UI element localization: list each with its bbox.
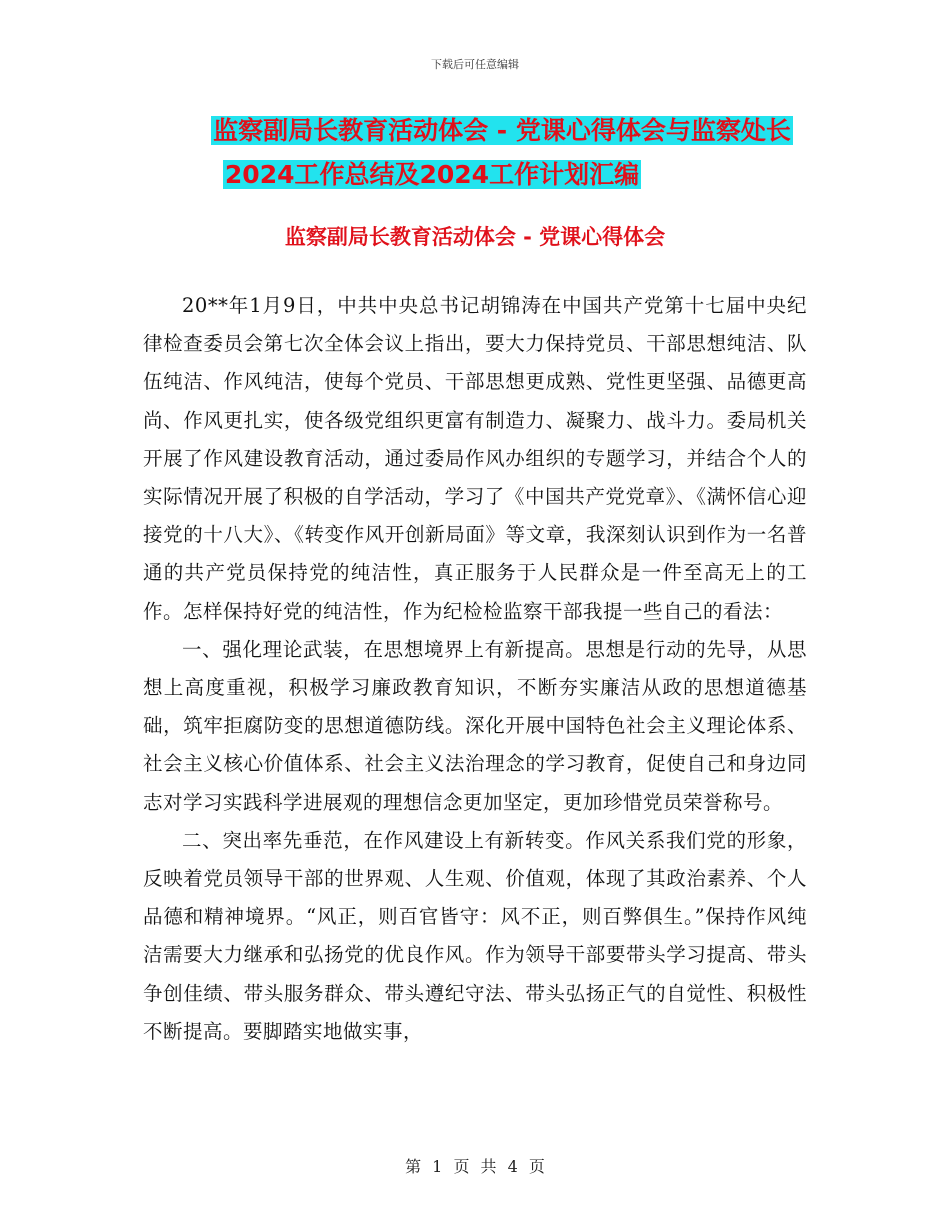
- page-number: 第 1 页 共 4 页: [405, 1157, 545, 1176]
- paragraph: 二、突出率先垂范，在作风建设上有新转变。作风关系我们党的形象，反映着党员领导干部的世界观、人生观、价值观，体现了其政治素养、个人品德和精神境界。“风正，则百官皆守：风不正，则百弊俱生。”保持作风纯洁需要大力继承和弘扬党的优良作风。作为领导干部要带头学习提高、带头争创佳绩、带头服务群众、带头遵纪守法、带头弘扬正气的自觉性、积极性不断提高。要脚踏实地做实事，: [143, 828, 807, 1043]
- title-highlight-2: 2024工作总结及2024工作计划汇编: [224, 160, 640, 189]
- paragraph: 一、强化理论武装，在思想境界上有新提高。思想是行动的先导，从思想上高度重视，积极学习廉政教育知识，不断夯实廉洁从政的思想道德基础，筑牢拒腐防变的思想道德防线。深化开展中国特色社会主义理论体系、社会主义核心价值体系、社会主义法治理念的学习教育，促使自己和身边同志对学习实践科学进展观的理想信念更加坚定，更加珍惜党员荣誉称号。: [143, 637, 807, 814]
- paragraph: 20**年1月9日，中共中央总书记胡锦涛在中国共产党第十七届中央纪律检查委员会第七次全体会议上指出，要大力保持党员、干部思想纯洁、队伍纯洁、作风纯洁，使每个党员、干部思想更成熟、党性更坚强、品德更高尚、作风更扎实，使各级党组织更富有制造力、凝聚力、战斗力。委局机关开展了作风建设教育活动，通过委局作风办组织的专题学习，并结合个人的实际情况开展了积极的自学活动，学习了《中国共产党党章》、《满怀信心迎接党的十八大》、《转变作风开创新局面》等文章，我深刻认识到作为一名普通的共产党员保持党的纯洁性，真正服务于人民群众是一件至高无上的工作。怎样保持好党的纯洁性，作为纪检检监察干部我提一些自己的看法：: [143, 294, 807, 623]
- document-title-line-1: [27, 113, 950, 149]
- document-title-line-2: [0, 157, 907, 193]
- document-body: [143, 287, 807, 1051]
- title-highlight-1: 监察副局长教育活动体会 - 党课心得体会与监察处长: [213, 116, 791, 145]
- section-title: 监察副局长教育活动体会 - 党课心得体会: [284, 225, 666, 249]
- page-header-note: 下载后可任意编辑: [431, 58, 519, 71]
